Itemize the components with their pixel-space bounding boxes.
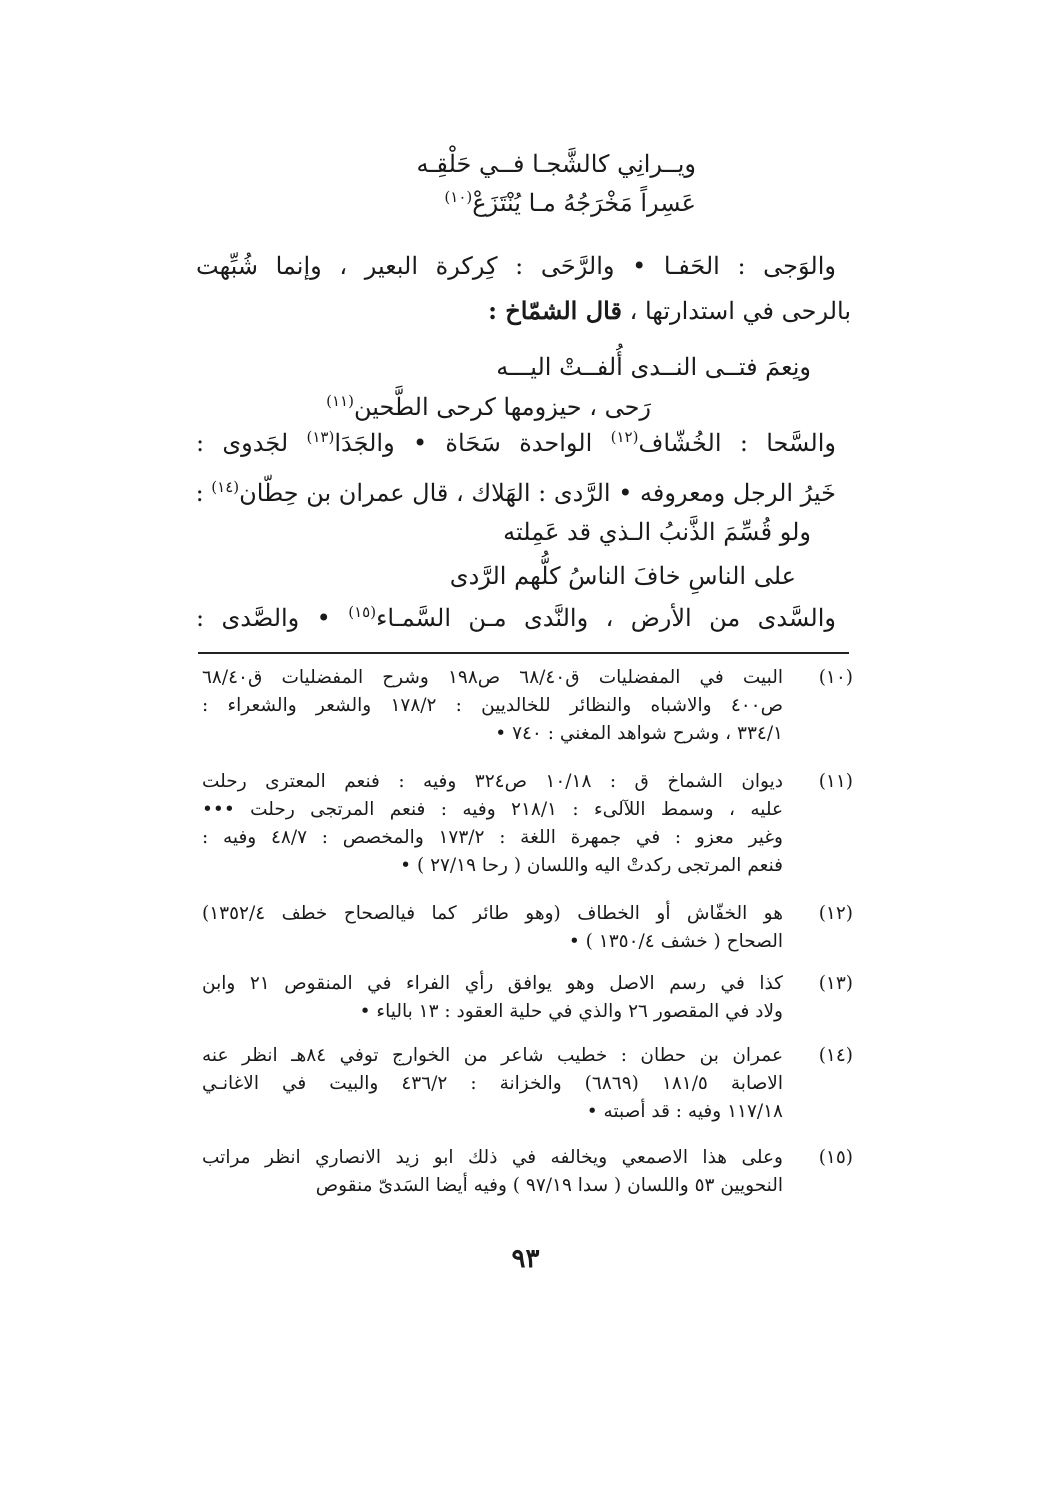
prose-line [196,603,836,632]
verse-text: على الناسِ خافَ الناسُ كلُّهم الرَّدى [449,562,796,590]
footnote-line: هو الخفّاش أو الخطاف (وهو طائر كما فيالصحاح خطف ١٣٥٢/٤) [202,903,783,924]
verse-line [444,188,696,217]
footnote-line: النحويين ٥٣ واللسان ( سدا ٩٧/١٩ ) وفيه أيضا السَدىّ منقوص [315,1175,783,1196]
poet-intro: قال الشمّاخ : [488,296,622,325]
footnote [202,900,853,956]
prose-text: • والصَّدى : [196,604,349,632]
prose-text: والوَجى : الحَفـا • والرَّحَى : كِركرة البعير ، وإنما شُبِّهت [196,252,836,280]
verse-text: ونِعمَ فتــى النــدى أُلفــتْ اليـــه [496,353,811,381]
footnote-line: عمران بن حطان : خطيب شاعر من الخوارج توفي ٨٤هـ انظر عنه [202,1045,784,1066]
footnote-line: وغير معزو : في جمهرة اللغة : ١٧٣/٢ والمخصص : ٤٨/٧ وفيه : [202,827,783,848]
footnote-line: الصحاح ( خشف ١٣٥٠/٤ ) • [568,931,783,952]
footnote [202,768,853,880]
footnote [202,1144,853,1200]
footnote-ref: (١٠) [444,188,473,206]
footnote [202,970,853,1026]
footnote-separator [198,652,849,654]
prose-text: خَيرُ الرجل ومعروفه • الرَّدى : الهَلاك ، قال عمران بن حِطّان [239,479,836,507]
verse-line [326,392,651,421]
verse-line [450,562,796,590]
footnote-line: ٣٣٤/١ ، وشرح شواهد المغني : ٧٤٠ • [495,723,783,744]
page-number: ٩٣ [511,1244,540,1274]
footnote-number: (١٥) [818,1147,853,1168]
verse-line [496,353,811,381]
footnote-line: فنعم المرتجى ركدتْ اليه واللسان ( رحا ٢٧/١٩ ) • [400,855,783,876]
verse-text: ويــرانِي كالشَّجـا فــي حَلْقِـه [416,150,696,178]
prose-line [196,478,836,507]
prose-text: لجَدوى : [196,429,307,457]
footnote-ref: (١٤) [211,478,240,496]
footnote-line: كذا في رسم الاصل وهو يوافق رأي الفراء في المنقوص ٢١ وابن [202,973,783,994]
footnote-line: البيت في المفضليات ق٦٨/٤٠ ص١٩٨ وشرح المفضليات ق٦٨/٤٠ [202,667,783,688]
footnote-number: (١٠) [818,667,853,688]
footnote-number: (١٢) [818,903,853,924]
footnote [202,664,853,748]
footnote-line: الاصابة ١٨١/٥ (٦٨٦٩) والخزانة : ٤٣٦/٢ والبيت في الاغانـي [202,1073,783,1094]
footnote-ref: (١١) [326,392,354,410]
verse-text: عَسِراً مَخْرَجُهُ مـا يُنْتَزَعْ [472,189,696,217]
verse-line [417,150,696,178]
footnote-number: (١٣) [818,973,853,994]
prose-text: والسَّدى من الأرض ، والنَّدى مـن السَّمـاء [376,604,836,632]
footnote-line: ص٤٠٠ والاشباه والنظائر للخالديين : ١٧٨/٢ والشعر والشعراء : [202,695,783,716]
footnote-line: ديوان الشماخ ق : ١٠/١٨ ص٣٢٤ وفيه : فنعم المعترى رحلت [202,771,784,792]
prose-text: والسَّحا : الخُشّاف [638,429,836,457]
footnote-line: وعلى هذا الاصمعي ويخالفه في ذلك ابو زيد الانصاري انظر مراتب [202,1147,783,1168]
prose-text: بالرحى في استدارتها ، [621,297,851,325]
verse-text: ولو قُسِّمَ الذَّنبُ الـذي قد عَمِلته [503,518,811,546]
footnote-line: ١١٧/١٨ وفيه : قد أصبته • [586,1101,783,1122]
prose-text: : [195,479,212,507]
footnote-line: عليه ، وسمط اللآلىء : ٢١٨/١ وفيه : فنعم المرتجى رحلت ••• [202,799,783,820]
footnote-line: ولاد في المقصور ٢٦ والذي في حلية العقود : ١٣ بالياء • [359,1001,783,1022]
prose-line [211,296,851,325]
prose-line [196,428,836,457]
verse-text: رَحى ، حيزومها كرحى الطَّحين [353,393,651,421]
verse-line [503,518,811,546]
footnote-ref: (١٣) [306,428,335,446]
footnote-number: (١١) [818,771,853,792]
footnote-ref: (١٥) [348,603,377,621]
footnote [202,1042,853,1126]
prose-line [196,252,836,280]
prose-text: الواحدة سَحَاة • والجَدَا [334,429,611,457]
footnote-ref: (١٢) [610,428,639,446]
footnote-number: (١٤) [818,1045,853,1066]
